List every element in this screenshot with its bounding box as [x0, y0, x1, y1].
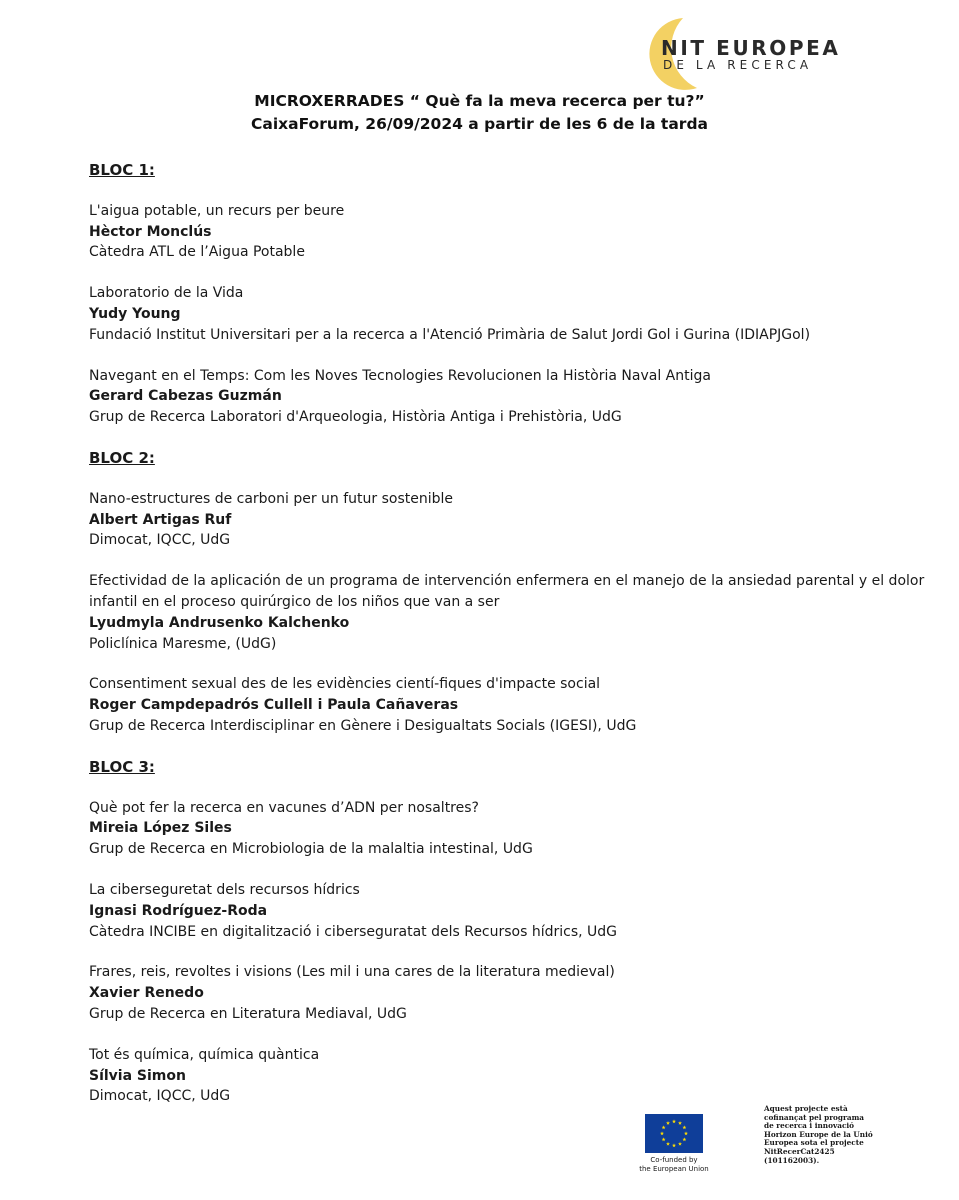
speaker-affiliation: Càtedra INCIBE en digitalització i ciberseguratat dels Recursos hídrics, UdG	[89, 923, 618, 940]
eu-cofunded-label	[628, 1156, 720, 1174]
speaker-affiliation: Grup de Recerca Laboratori d'Arqueologia, Història Antiga i Prehistòria, UdG	[89, 409, 622, 426]
talk-entry	[89, 366, 929, 428]
speaker-name: Mireia López Siles	[89, 820, 232, 837]
speaker-name: Yudy Young	[89, 305, 181, 322]
eu-flag-icon	[645, 1114, 703, 1153]
speaker-affiliation: Grup de Recerca Interdisciplinar en Gènere i Desigualtats Socials (IGESI), UdG	[89, 717, 637, 734]
speaker-affiliation: Policlínica Maresme, (UdG)	[89, 635, 277, 652]
event-subtitle: CaixaForum, 26/09/2024 a partir de les 6 de la tarda	[250, 115, 708, 133]
eu-cofunded-line2: the European Union	[639, 1165, 709, 1173]
talk-title: L'aigua potable, un recurs per beure	[89, 202, 345, 219]
talk-title: La ciberseguretat dels recursos hídrics	[89, 881, 360, 898]
speaker-affiliation: Fundació Institut Universitari per a la recerca a l'Atenció Primària de Salut Jordi Gol i Gurina (IDIAPJGol)	[89, 326, 811, 343]
talk-entry	[89, 283, 929, 345]
talk-entry	[89, 571, 929, 654]
speaker-affiliation: Grup de Recerca en Literatura Mediaval, UdG	[89, 1005, 407, 1022]
talk-title: Navegant en el Temps: Com les Noves Tecnologies Revolucionen la Història Naval Antiga	[89, 367, 711, 384]
talk-title: Consentiment sexual des de les evidències cientí-fiques d'impacte social	[89, 676, 601, 693]
talk-entry	[89, 962, 929, 1024]
talk-title: Laboratorio de la Vida	[89, 285, 244, 302]
speaker-affiliation: Dimocat, IQCC, UdG	[89, 1088, 231, 1105]
speaker-affiliation: Dimocat, IQCC, UdG	[89, 532, 231, 549]
speaker-name: Lyudmyla Andrusenko Kalchenko	[89, 614, 350, 631]
speaker-name: Gerard Cabezas Guzmán	[89, 388, 282, 405]
speaker-name: Roger Campdepadrós Cullell i Paula Cañaveras	[89, 697, 459, 714]
logo-subtitle: DE LA RECERCA	[663, 58, 813, 72]
speaker-affiliation: Càtedra ATL de l’Aigua Potable	[89, 244, 305, 261]
nit-europea-logo	[633, 14, 841, 92]
bloc-heading: BLOC 2:	[89, 448, 155, 467]
speaker-name: Xavier Renedo	[89, 985, 204, 1002]
talk-entry	[89, 1045, 929, 1107]
talk-title: Nano-estructures de carboni per un futur sostenible	[89, 490, 454, 507]
logo-title: NIT EUROPEA	[661, 36, 841, 60]
talk-title: Tot és química, química quàntica	[89, 1046, 320, 1063]
page-title: MICROXERRADES “ Què fa la meva recerca per tu?”	[254, 92, 705, 110]
speaker-name: Ignasi Rodríguez-Roda	[89, 902, 268, 919]
speaker-affiliation: Grup de Recerca en Microbiologia de la malaltia intestinal, UdG	[89, 841, 533, 858]
talk-entry	[89, 880, 929, 942]
funding-note: Aquest projecte està cofinançat pel programa de recerca i innovació Horizon Europe de la Unió Europea sota el projecte NitRecerCat2425 (101162003).	[764, 1104, 873, 1165]
talk-entry	[89, 489, 929, 551]
talk-title: Frares, reis, revoltes i visions (Les mil i una cares de la literatura medieval)	[89, 964, 615, 981]
speaker-name: Albert Artigas Ruf	[89, 511, 232, 528]
bloc-heading: BLOC 1:	[89, 161, 155, 179]
eu-cofunded-line1: Co-funded by	[650, 1156, 698, 1164]
speaker-name: Sílvia Simon	[89, 1067, 186, 1084]
talk-title: Efectividad de la aplicación de un programa de intervención enfermera en el manejo de la ansiedad parental y el dolor infantil en el proceso quirúrgico de los niños que van a ser	[89, 573, 925, 610]
program-list	[89, 160, 929, 1107]
bloc-heading: BLOC 3:	[89, 757, 155, 776]
talk-entry	[89, 674, 929, 736]
talk-entry	[89, 798, 929, 860]
talk-entry	[89, 201, 929, 263]
talk-title: Què pot fer la recerca en vacunes d’ADN per nosaltres?	[89, 799, 479, 816]
speaker-name: Hèctor Monclús	[89, 223, 212, 240]
